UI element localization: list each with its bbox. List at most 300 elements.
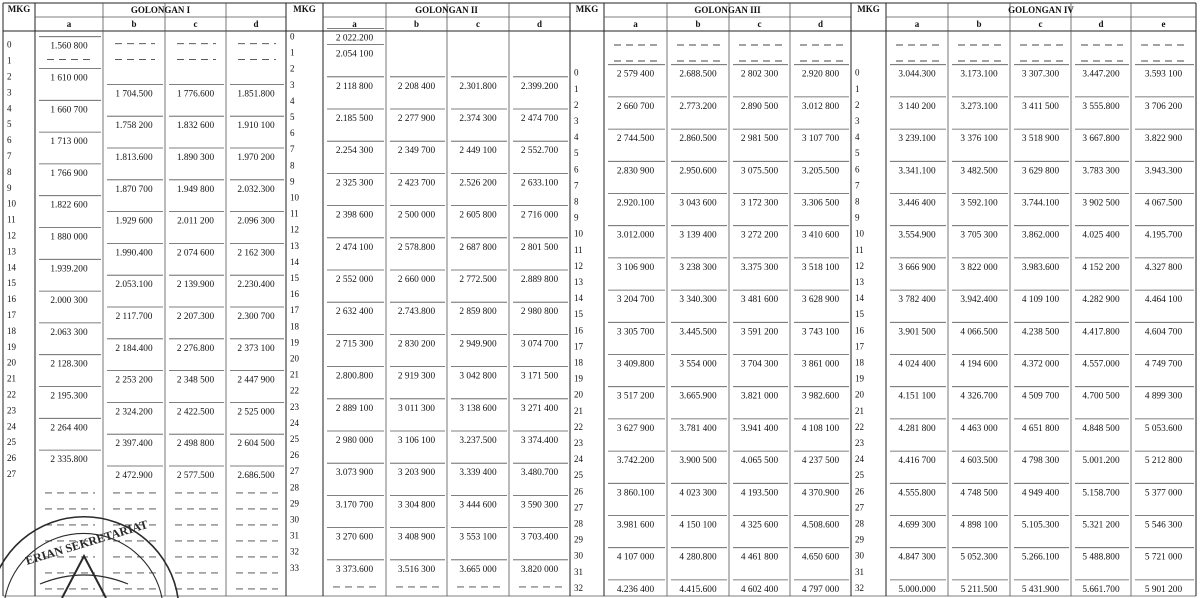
mkg-cell: 13 [7,246,16,257]
salary-cell: 4 326.700 [960,391,998,402]
salary-cell: 3.983.600 [1021,262,1060,273]
salary-cell: 2 715 300 [335,339,374,350]
mkg-cell: 1 [855,83,860,94]
mkg-cell: 26 [290,450,299,461]
mkg-cell: 20 [855,389,864,400]
mkg-cell: 9 [290,176,295,187]
salary-cell: 3 411 500 [1022,101,1059,112]
salary-cell: 1 660 700 [50,105,88,116]
mkg-cell: 23 [574,438,583,448]
salary-cell: 4 024 400 [898,359,936,370]
salary-cell: 2 889 100 [335,403,374,414]
subcolumn-header: d [253,19,259,29]
salary-cell: 2 074 600 [176,248,215,259]
mkg-cell: 4 [855,132,860,143]
mkg-cell: 20 [574,389,583,400]
salary-cell: 5.001.200 [1082,456,1120,467]
salary-cell: 3 627 900 [616,423,655,434]
salary-cell: 3 074 700 [520,339,559,350]
mkg-cell: 26 [855,486,864,497]
salary-cell: 5 212 800 [1144,456,1183,467]
mkg-cell: 5 [290,112,295,122]
salary-cell: 2.688.500 [679,69,717,80]
mkg-cell: 3 [290,79,295,90]
salary-cell: 3.173.100 [960,69,998,80]
salary-cell: 3 238 300 [679,262,717,273]
salary-cell: 5 377 000 [1144,488,1183,499]
salary-cell: 1 610 000 [50,73,88,84]
salary-cell: 2 349 700 [397,146,436,157]
mkg-cell: 0 [574,67,579,78]
salary-cell: 3 554 000 [679,359,717,370]
mkg-cell: 27 [7,469,16,479]
salary-cell: 3.446 400 [898,198,936,209]
salary-cell: 5 721 000 [1144,552,1183,563]
salary-cell: 3.445.500 [679,327,717,338]
mkg-cell: 30 [574,550,583,561]
salary-cell: 2 277 900 [397,114,436,124]
salary-cell: 5 211.500 [960,584,998,595]
mkg-cell: 17 [574,341,583,352]
salary-cell: 4 749 700 [1144,359,1183,370]
salary-cell: 3 517 200 [616,391,655,402]
salary-cell: 4.282 900 [1082,295,1120,306]
mkg-cell: 31 [855,566,864,577]
mkg-cell: 21 [574,405,583,416]
salary-cell: 3.744.100 [1021,198,1060,209]
subcolumn-header: a [66,19,72,29]
salary-cell: 1.990.400 [115,248,153,259]
salary-cell: 4.065 500 [740,456,779,467]
salary-cell: 3 555.800 [1082,101,1120,112]
salary-cell: 4.415.600 [679,584,717,595]
salary-cell: 5.661.700 [1082,584,1120,595]
salary-cell: 1.949 800 [176,184,215,195]
mkg-cell: 17 [290,305,299,316]
salary-cell: 5 546 300 [1144,520,1183,531]
mkg-cell: 14 [855,293,864,304]
salary-cell: 4 107 000 [616,552,655,563]
salary-cell: 4 748 500 [960,488,998,499]
mkg-header: MKG [293,4,316,14]
mkg-cell: 24 [290,417,299,428]
salary-cell: 4 280.800 [679,552,717,563]
salary-cell: 1.870 700 [115,184,153,195]
salary-cell: 2 117.700 [115,312,153,322]
mkg-cell: 22 [855,421,864,432]
salary-cell: 2.254 300 [335,146,374,157]
salary-cell: 2 397.400 [115,439,153,450]
mkg-cell: 13 [574,277,583,287]
mkg-cell: 27 [855,502,864,513]
salary-cell: 5.158.700 [1082,488,1120,499]
salary-cell: 4.650 600 [801,552,840,563]
salary-cell: 2 373 100 [237,343,275,354]
salary-cell: 3 272 200 [740,230,779,241]
salary-cell: 3.237.500 [459,436,497,446]
salary-cell: 2.053.100 [115,280,153,291]
salary-cell: 4 898 100 [960,520,998,531]
salary-cell: 3.044.300 [898,69,936,80]
salary-cell: 3.205.500 [801,166,840,177]
mkg-cell: 29 [290,498,299,509]
salary-cell: 2 525 000 [237,407,275,418]
salary-cell: 3 629 800 [1021,166,1060,177]
salary-cell: 1.939.200 [50,264,88,275]
salary-cell: 3.073 900 [335,468,374,479]
subcolumn-header: b [695,19,701,29]
mkg-cell: 3 [7,87,12,98]
salary-cell: 1.813.600 [115,153,153,163]
mkg-cell: 16 [7,294,16,305]
mkg-cell: 33 [290,562,299,573]
salary-cell: 2 552 000 [335,275,374,285]
salary-cell: 2.890 500 [740,101,779,112]
salary-cell: 4.417.800 [1082,327,1120,338]
mkg-cell: 7 [574,180,579,191]
salary-cell: 2.399.200 [520,81,559,92]
subcolumn-header: b [976,19,982,29]
mkg-cell: 10 [290,192,299,203]
salary-cell: 2 447 900 [237,375,275,386]
mkg-cell: 2 [855,99,860,110]
mkg-cell: 30 [855,550,864,561]
mkg-cell: 3 [855,116,860,126]
salary-cell: 4 108 100 [801,423,840,434]
salary-cell: 2 859 800 [459,307,497,318]
salary-cell: 3 271 400 [520,403,559,414]
mkg-header: MKG [575,4,599,14]
salary-cell: 4 798 300 [1021,456,1060,467]
salary-cell: 3 782 400 [898,295,936,306]
salary-cell: 3.820 000 [520,564,559,575]
mkg-cell: 22 [7,389,16,400]
mkg-cell: 9 [574,212,579,223]
empty-cell-dashes [45,41,1188,589]
salary-cell: 3 340.300 [679,295,717,306]
mkg-cell: 19 [574,373,583,384]
salary-cell: 3 667.800 [1082,134,1120,145]
salary-cell: 2 162 300 [237,248,275,259]
mkg-cell: 6 [855,164,860,175]
salary-cell: 2 500 000 [397,210,436,221]
group-header: GOLONGAN III [694,5,761,15]
salary-cell: 5.105.300 [1021,520,1060,531]
mkg-cell: 23 [855,438,864,448]
salary-cell: 2.000 300 [50,296,88,307]
salary-cell: 4.281 800 [898,423,936,434]
salary-cell: 3 553 100 [459,532,497,543]
salary-cell: 2 660 700 [616,101,655,112]
mkg-cell: 19 [855,373,864,384]
salary-cell: 3 444 600 [459,500,497,511]
salary-cell: 4.848 500 [1082,423,1120,434]
mkg-cell: 24 [574,454,583,465]
mkg-cell: 8 [574,196,579,207]
salary-cell: 2 139.900 [176,280,215,291]
mkg-cell: 11 [290,208,299,219]
salary-cell: 3.375 300 [740,262,779,273]
mkg-cell: 2 [7,71,12,82]
salary-cell: 5 431.900 [1021,584,1060,595]
salary-cell: 3.822 900 [1144,134,1183,145]
salary-cell: 1.890 300 [176,153,215,163]
salary-cell: 3.821 000 [740,391,779,402]
mkg-cell: 7 [7,151,12,161]
salary-cell: 1.910 100 [237,121,275,132]
salary-cell: 5 901 200 [1144,584,1183,595]
salary-cell: 2.526 200 [459,178,497,189]
salary-cell: 2 207.300 [176,312,215,322]
salary-cell: 2.860.500 [679,134,717,145]
salary-cell: 3 204 700 [616,295,655,306]
mkg-cell: 28 [855,518,864,529]
mkg-cell: 21 [7,373,16,384]
salary-cell: 2 472.900 [115,471,153,481]
mkg-cell: 14 [574,293,583,304]
salary-cell: 2 208 400 [397,81,436,92]
salary-cell: 2 264 400 [50,423,88,434]
salary-cell: 3 703.400 [520,532,559,543]
salary-cell: 2 980 800 [520,307,559,318]
subcolumn-header: d [536,19,543,29]
salary-cell: 5 052.300 [960,552,998,563]
salary-cell: 3 376 100 [960,134,998,145]
mkg-cell: 2 [290,63,295,74]
salary-cell: 4 237 500 [801,456,840,467]
subcolumn-header: d [1098,19,1104,29]
salary-cell: 4 899 300 [1144,391,1183,402]
salary-cell: 2 324.200 [115,407,153,418]
salary-cell: 2 660 000 [397,275,436,285]
salary-cell: 4.699 300 [898,520,936,531]
salary-cell: 2 184.400 [115,343,153,354]
mkg-cell: 10 [574,228,583,239]
salary-cell: 3 171 500 [520,371,559,382]
salary-cell: 2 772.500 [459,275,497,285]
salary-cell: 3 706 200 [1144,101,1183,112]
salary-cell: 3.783 300 [1082,166,1120,177]
salary-cell: 3.862.000 [1021,230,1060,241]
mkg-cell: 8 [290,160,295,171]
mkg-cell: 29 [574,534,583,545]
mkg-cell: 18 [290,321,299,332]
salary-cell: 3.170 700 [335,500,374,511]
mkg-cell: 20 [290,353,299,364]
salary-cell: 2 253 200 [115,375,153,386]
subcolumn-header: c [193,19,198,29]
mkg-cell: 18 [7,325,16,336]
salary-cell: 2 474 100 [335,242,374,253]
salary-cell: 4 067.500 [1144,198,1183,209]
salary-cell: 2.920.100 [616,198,655,209]
salary-cell: 3 860.100 [616,488,655,499]
mkg-cell: 4 [290,95,295,106]
mkg-cell: 26 [7,453,16,464]
salary-cell: 3.273.100 [960,101,998,112]
mkg-cell: 13 [855,277,864,287]
mkg-cell: 16 [574,325,583,336]
salary-cell: 3 139 400 [679,230,717,241]
salary-cell: 2 398 600 [335,210,374,221]
salary-cell: 4.604 700 [1144,327,1183,338]
salary-cell: 2 981 500 [740,134,779,145]
salary-cell: 2 919 300 [397,371,436,382]
salary-cell: 2 579 400 [616,69,655,80]
mkg-cell: 29 [855,534,864,545]
mkg-cell: 20 [7,357,16,368]
mkg-cell: 1 [574,83,579,94]
mkg-cell: 25 [7,437,16,448]
salary-cell: 3 107 700 [801,134,840,145]
mkg-cell: 5 [855,148,860,159]
salary-cell: 4.238 500 [1021,327,1060,338]
salary-cell: 4.025 400 [1082,230,1120,241]
subcolumn-header: a [352,19,357,29]
mkg-cell: 21 [855,405,864,416]
salary-cell: 4 463 000 [960,423,998,434]
mkg-cell: 10 [855,228,864,239]
salary-cell: 3 705 300 [960,230,998,241]
salary-cell: 3 408 900 [397,532,436,543]
salary-cell: 4 193.500 [740,488,779,499]
mkg-cell: 2 [574,99,579,110]
salary-cell: 2.920 800 [801,69,840,80]
mkg-cell: 28 [290,482,299,493]
salary-cell: 2 632 400 [335,307,374,318]
salary-cell: 2 422.500 [176,407,215,418]
salary-cell: 3.554.900 [898,230,936,241]
mkg-cell: 6 [574,164,579,175]
seal-text: ERIAN SEKRETARIAT [23,517,150,568]
salary-cell: 4 797 000 [801,584,840,595]
salary-cell: 2 802 300 [740,69,779,80]
salary-cell: 4 109 100 [1021,295,1060,306]
salary-cell: 3.981 600 [616,520,655,531]
mkg-cell: 14 [7,262,16,273]
mkg-cell: 31 [574,566,583,577]
salary-cell: 3 305 700 [616,327,655,338]
mkg-cell: 12 [290,224,299,235]
salary-cell: 3 042 800 [459,371,497,382]
mkg-cell: 32 [574,582,583,593]
salary-cell: 2.830 900 [616,166,655,177]
salary-cell: 3.447.200 [1082,69,1120,80]
salary-cell: 3.012 800 [801,101,840,112]
salary-cell: 3 518 900 [1021,134,1060,145]
mkg-cell: 25 [290,434,299,444]
salary-cell: 1 776.600 [176,89,215,100]
mkg-cell: 15 [7,278,16,289]
salary-cell: 2 578.800 [397,242,436,253]
mkg-cell: 12 [574,260,583,271]
salary-cell: 3.941 400 [740,423,779,434]
salary-cell: 3.306 500 [801,198,840,209]
salary-cell: 3 982.600 [801,391,840,402]
salary-cell: 2 633.100 [520,178,559,189]
salary-cell: 2.743.800 [397,307,436,318]
salary-cell: 2.374 300 [459,114,497,124]
salary-cell: 2.063 300 [50,327,88,338]
salary-cell: 3.665 000 [459,564,497,575]
salary-cell: 3 138 600 [459,403,497,414]
salary-cell: 3 270 600 [335,532,374,543]
salary-cell: 2.096 300 [237,216,275,227]
mkg-cell: 9 [7,182,12,193]
salary-cell: 2.800.800 [335,371,374,382]
table-headers [8,4,1166,29]
mkg-cell: 1 [7,55,12,66]
salary-cell: 4 603.500 [960,456,998,467]
mkg-cell: 27 [574,502,583,513]
salary-cell: 3 106 900 [616,262,655,273]
salary-cell: 4 461 800 [740,552,779,563]
salary-cell: 4.508.600 [801,520,840,531]
mkg-cell: 18 [574,357,583,368]
mkg-cell: 8 [7,166,12,177]
salary-cell: 2.054 100 [335,49,374,60]
salary-cell: 3.665.900 [679,391,717,402]
salary-cell: 5 053.600 [1144,423,1183,434]
salary-cell: 2 128.300 [50,359,88,370]
salary-cell: 3 374.400 [520,436,559,446]
salary-cell: 5 488.800 [1082,552,1120,563]
salary-cell: 4 949 400 [1021,488,1060,499]
mkg-cell: 24 [7,421,16,432]
mkg-cell: 6 [7,135,12,146]
salary-cell: 3 106 100 [397,436,436,446]
subcolumn-header: b [131,19,137,29]
salary-cell: 5.321 200 [1082,520,1120,531]
salary-cell: 3 043 600 [679,198,717,209]
salary-cell: 3 011 300 [398,403,435,414]
salary-cell: 2.773.200 [679,101,717,112]
salary-cell: 2 022.200 [335,33,374,44]
salary-cell: 3 592.100 [960,198,998,209]
salary-cell: 4 023 300 [679,488,717,499]
mkg-cell: 23 [290,401,299,412]
salary-cell: 2.300 700 [237,312,275,322]
salary-cell: 2 687 800 [459,242,497,253]
salary-cell: 2.889 800 [520,275,559,285]
mkg-cell: 25 [855,470,864,481]
salary-cell: 2.011 200 [177,216,214,227]
salary-cell: 2 325 300 [335,178,374,189]
salary-cell: 3 743 100 [801,327,840,338]
salary-cell: 3 410 600 [801,230,840,241]
salary-cell: 3.480.700 [520,468,559,479]
mkg-cell: 21 [290,369,299,380]
official-seal [0,517,178,598]
salary-cell: 1.822 600 [50,200,88,211]
mkg-cell: 15 [574,309,583,320]
salary-cell: 3.516 300 [397,564,436,575]
mkg-cell: 0 [290,31,295,42]
subcolumn-header: d [817,19,824,29]
mkg-cell: 31 [290,530,299,541]
salary-cell: 2 980 000 [335,436,374,446]
salary-cell: 1.560 800 [50,41,88,52]
salary-cell: 5.000.000 [898,584,936,595]
salary-cell: 4.151 100 [898,391,936,402]
mkg-cell: 4 [7,103,12,114]
salary-cell: 4 150 100 [679,520,717,531]
salary-cell: 2.230.400 [237,280,275,291]
salary-cell: 3 902 500 [1082,198,1120,209]
mkg-cell: 22 [574,421,583,432]
mkg-cell: 30 [290,514,299,525]
salary-cell: 4 370.900 [801,488,840,499]
